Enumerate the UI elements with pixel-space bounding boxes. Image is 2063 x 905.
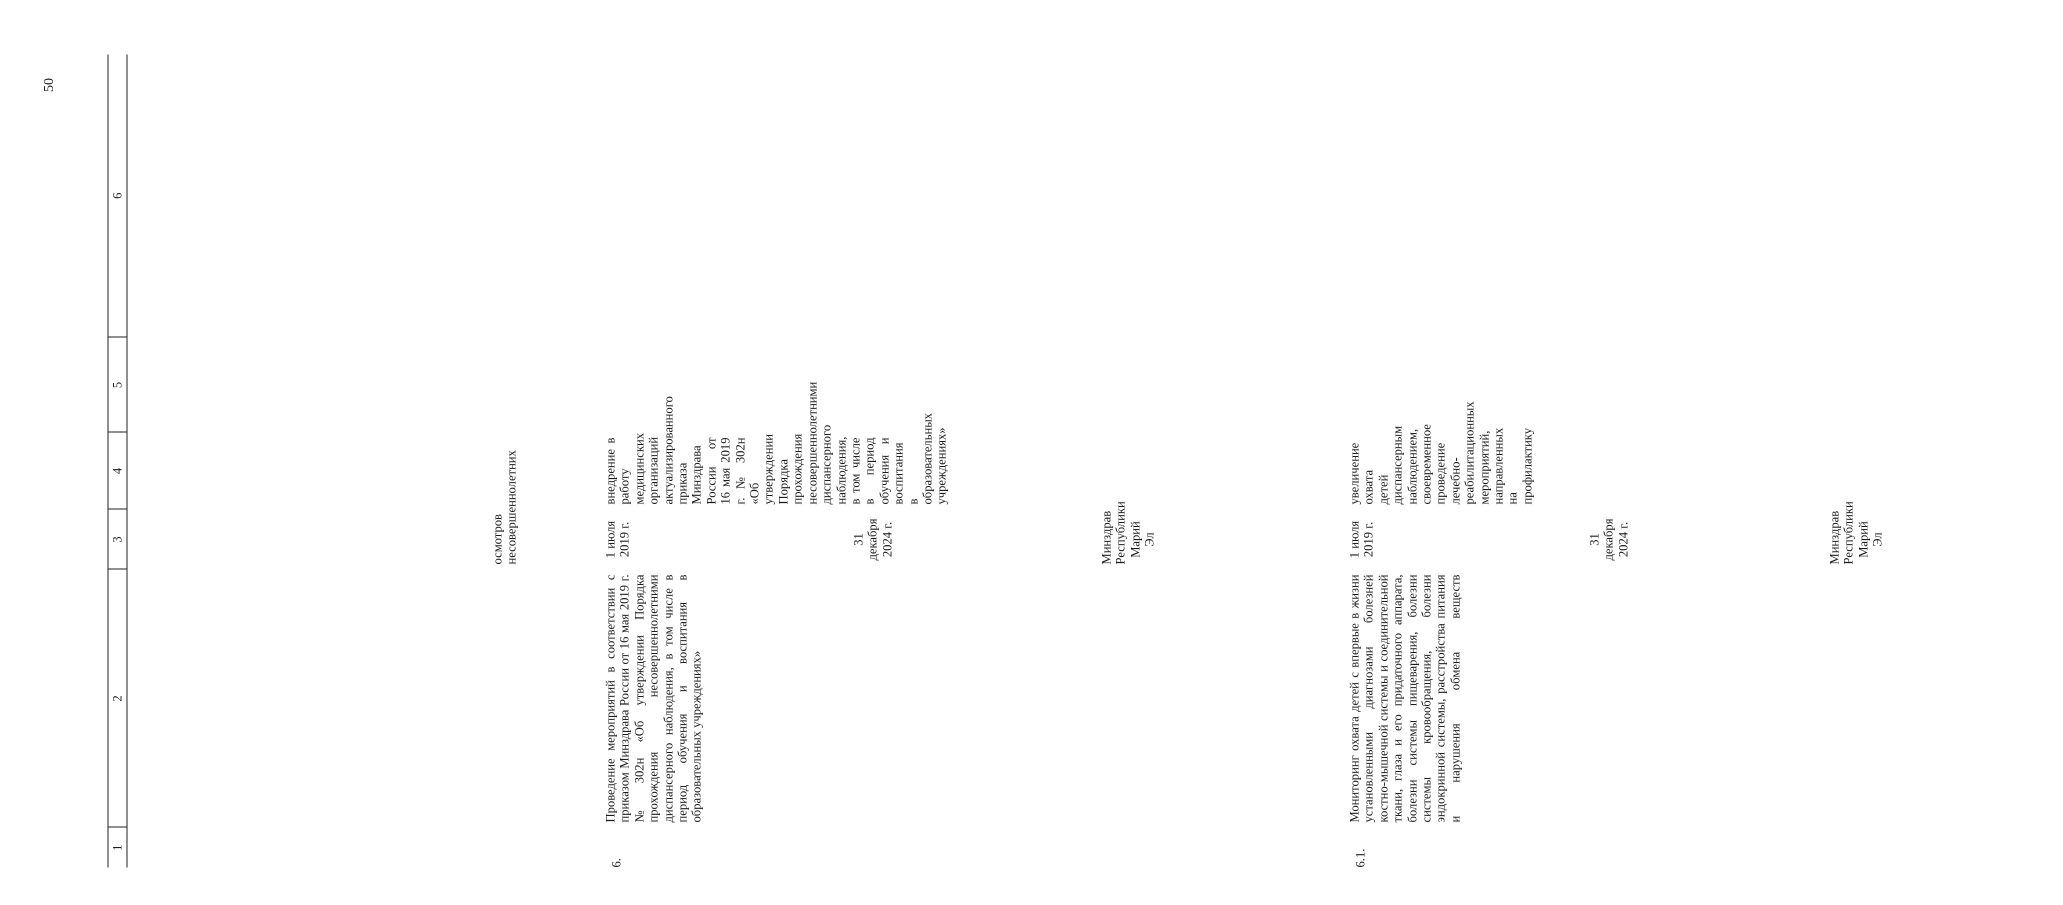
end-date-cell (240, 510, 353, 570)
table-row (1343, 55, 2063, 868)
activity-cell: Проведение мероприятий в соответствии с приказом Минздрава России от 16 мая 2019 г. № 302н «Об утверждении Порядка прохождения несовершеннолетними диспансерного наблюдения, в том числе в период обучения и воспитания в образовательных учреждениях» (603, 574, 704, 823)
end-date-cell: 31 декабря 2024 г. (851, 518, 894, 561)
header-col-5: 5 (108, 338, 127, 433)
start-date-cell: 1 июля 2019 г. (603, 520, 632, 559)
start-date-cell (127, 510, 240, 570)
header-row (108, 55, 127, 868)
rotated-table-container (107, 55, 1885, 868)
responsible-cell: Минздрав Республики Марий Эл (1827, 501, 1885, 565)
table-row (599, 55, 1343, 868)
header-col-4: 4 (108, 433, 127, 510)
row-number: 6.1. (1353, 848, 1367, 868)
end-date-cell: 31 декабря 2024 г. (1587, 518, 1630, 561)
responsible-cell (353, 510, 466, 570)
header-col-2: 2 (108, 570, 127, 828)
activity-cell (127, 570, 600, 828)
result-cell: внедрение в работу медицинских организаций актуализированного приказа Минздрава России от 16 мая 2019 г. № 302н «Об утверждении Порядка прохождения несовершеннолетними диспансерного наблюдения, в том числе в период обучения и воспитания в образовательных учреждениях» (603, 381, 949, 505)
result-cell: осмотров несовершеннолетних (490, 450, 519, 565)
row-number: 6. (609, 858, 623, 868)
header-col-6: 6 (108, 55, 127, 338)
row-number (127, 828, 600, 868)
activity-cell: Мониторинг охвата детей с впервые в жизни установленными диагнозами болезней костно-мышечной системы и соединительной ткани, глаза и его придаточного аппарата, болезни системы пищеварения, болезни системы кровообращения, болезни эндокринной системы, расстройства питания и нарушения обмена веществ (1347, 574, 1462, 823)
page-number: 50 (42, 78, 57, 92)
header-col-3: 3 (108, 510, 127, 570)
responsible-cell: Минздрав Республики Марий Эл (1099, 501, 1157, 565)
start-date-cell: 1 июля 2019 г. (1347, 520, 1376, 559)
plan-table (107, 55, 2063, 868)
result-cell: увеличение охвата детей диспансерным наблюдением, своевременное проведение лечебно-реабилитационных мероприятий, направленных на профилактику (1347, 401, 1534, 505)
header-col-1: 1 (108, 828, 127, 868)
table-row (127, 55, 600, 868)
